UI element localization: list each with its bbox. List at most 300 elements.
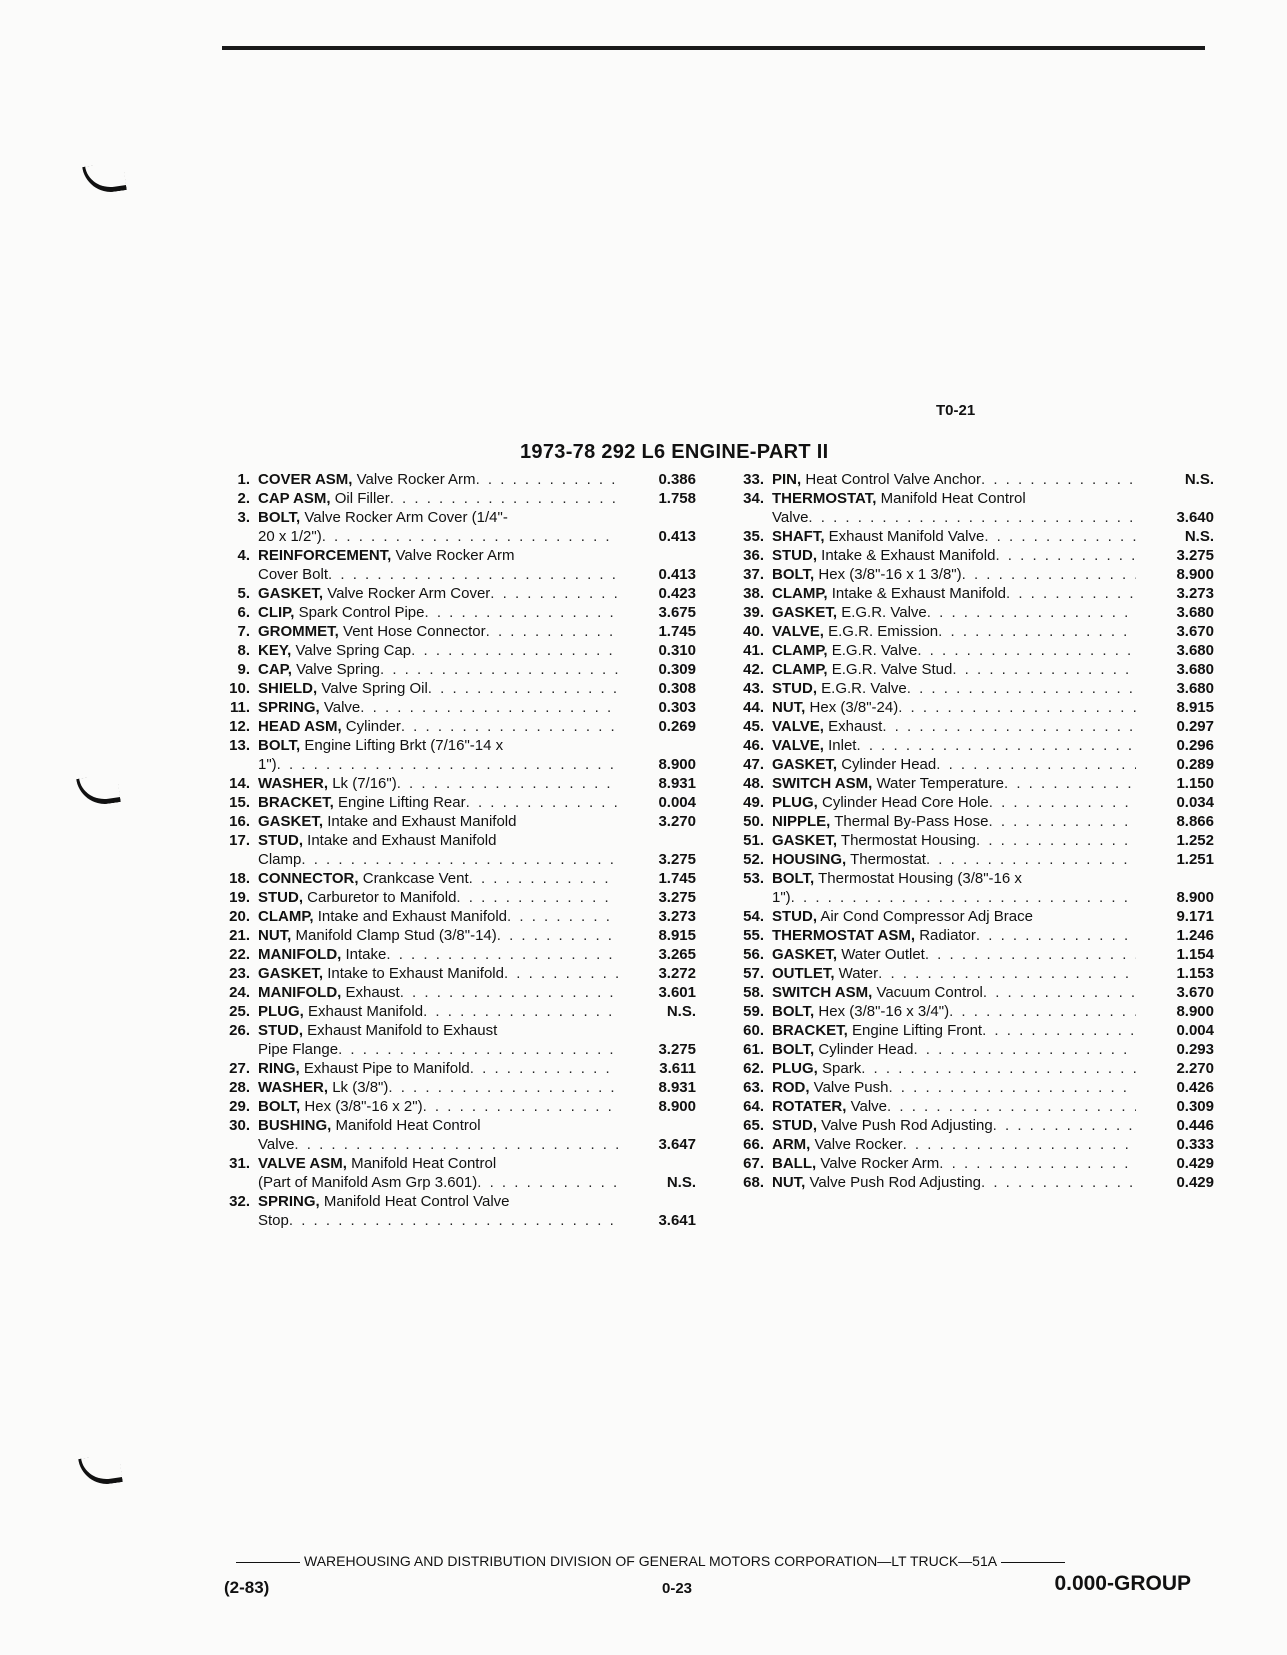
part-desc-text: Hex (3/8"-24) xyxy=(809,699,899,716)
parts-list-right-column xyxy=(730,470,1214,1192)
part-description xyxy=(772,717,1136,736)
leader-dots xyxy=(903,1135,1136,1154)
group-number-value: 0.308 xyxy=(658,680,696,697)
part-description xyxy=(258,1192,618,1230)
part-list-item xyxy=(216,793,696,812)
part-keyword: VALVE, xyxy=(772,718,824,735)
leader-dots xyxy=(898,698,1136,717)
part-number-index: 43. xyxy=(743,680,764,697)
group-number-value: 0.309 xyxy=(658,661,696,678)
leader-dots xyxy=(938,622,1136,641)
part-list-item xyxy=(730,755,1214,774)
part-number-index: 15. xyxy=(229,794,250,811)
part-desc-text: Valve Rocker Arm Cover (1/4"- xyxy=(304,509,508,526)
leader-dots xyxy=(939,1154,1136,1173)
part-list-item xyxy=(216,1116,696,1154)
leader-dots xyxy=(466,793,618,812)
part-list-item xyxy=(730,660,1214,679)
part-number-index: 14. xyxy=(229,775,250,792)
group-number-value: 0.413 xyxy=(658,566,696,583)
part-desc-text: Exhaust Manifold Valve xyxy=(828,528,985,545)
part-number-index: 49. xyxy=(743,794,764,811)
part-description xyxy=(772,964,1136,983)
part-description xyxy=(772,641,1136,660)
part-list-item xyxy=(216,546,696,584)
part-number-index: 48. xyxy=(743,775,764,792)
part-list-item xyxy=(216,1002,696,1021)
part-list-item xyxy=(216,603,696,622)
part-number-index: 51. xyxy=(743,832,764,849)
group-number-value: 0.296 xyxy=(1176,737,1214,754)
part-list-item xyxy=(730,774,1214,793)
part-list-item xyxy=(730,926,1214,945)
part-keyword: CLAMP, xyxy=(258,908,314,925)
group-number-value: 3.273 xyxy=(1176,585,1214,602)
part-keyword: PLUG, xyxy=(772,794,818,811)
part-number-index: 12. xyxy=(229,718,250,735)
part-number-index: 24. xyxy=(229,984,250,1001)
part-desc-text: Exhaust xyxy=(345,984,400,1001)
part-keyword: GROMMET, xyxy=(258,623,339,640)
group-number-value: 3.275 xyxy=(1176,547,1214,564)
group-number-value: 3.272 xyxy=(658,965,696,982)
leader-dots xyxy=(887,1097,1136,1116)
part-number-index: 42. xyxy=(743,661,764,678)
part-list-item xyxy=(730,945,1214,964)
part-description xyxy=(258,1059,618,1078)
part-desc-text: Valve Spring xyxy=(296,661,381,678)
part-desc-text: Hex (3/8"-16 x 1 3/8") xyxy=(818,566,962,583)
part-keyword: BRACKET, xyxy=(258,794,334,811)
leader-dots xyxy=(984,527,1136,546)
part-desc-text: Hex (3/8"-16 x 2") xyxy=(304,1098,423,1115)
part-desc-text: Thermostat Housing (3/8"-16 x xyxy=(818,870,1022,887)
part-description xyxy=(258,774,618,793)
part-description xyxy=(772,584,1136,603)
part-desc-text: Valve Spring Cap xyxy=(295,642,412,659)
group-number-value: 8.915 xyxy=(658,927,696,944)
part-list-item xyxy=(216,470,696,489)
part-number-index: 65. xyxy=(743,1117,764,1134)
part-list-item xyxy=(730,869,1214,907)
part-desc-text: Carburetor to Manifold xyxy=(307,889,457,906)
leader-dots xyxy=(456,888,618,907)
group-number-value: 1.758 xyxy=(658,490,696,507)
leader-dots xyxy=(390,489,618,508)
part-keyword: GASKET, xyxy=(258,813,324,830)
part-list-item xyxy=(730,546,1214,565)
leader-dots xyxy=(962,565,1136,584)
group-number-value: 0.289 xyxy=(1176,756,1214,773)
part-description xyxy=(258,888,618,907)
group-number-value: 0.333 xyxy=(1176,1136,1214,1153)
part-desc-text: Intake to Exhaust Manifold xyxy=(327,965,504,982)
part-keyword: HOUSING, xyxy=(772,851,847,868)
group-number-value: 0.413 xyxy=(658,528,696,545)
leader-dots xyxy=(791,888,1136,907)
group-number-value: 0.386 xyxy=(658,471,696,488)
part-description xyxy=(772,1059,1136,1078)
part-number-index: 10. xyxy=(229,680,250,697)
part-number-index: 35. xyxy=(743,528,764,545)
part-number-index: 59. xyxy=(743,1003,764,1020)
part-description xyxy=(772,926,1136,945)
part-list-item xyxy=(730,1135,1214,1154)
group-number-value: 3.275 xyxy=(658,851,696,868)
leader-dots xyxy=(856,736,1136,755)
part-description xyxy=(258,1116,618,1154)
group-number-value: 0.297 xyxy=(1176,718,1214,735)
part-desc-continuation: 1") xyxy=(258,756,277,773)
part-number-index: 31. xyxy=(229,1155,250,1172)
part-keyword: VALVE ASM, xyxy=(258,1155,347,1172)
part-list-item xyxy=(216,489,696,508)
part-desc-text: Exhaust Manifold to Exhaust xyxy=(307,1022,498,1039)
part-keyword: CLAMP, xyxy=(772,661,828,678)
part-keyword: GASKET, xyxy=(772,604,838,621)
part-list-item xyxy=(730,983,1214,1002)
part-keyword: SPRING, xyxy=(258,1193,320,1210)
part-number-index: 56. xyxy=(743,946,764,963)
leader-dots xyxy=(400,983,618,1002)
binder-hole-mark xyxy=(76,773,121,807)
leader-dots xyxy=(1006,584,1136,603)
part-description xyxy=(258,508,618,546)
group-number-value: 0.303 xyxy=(658,699,696,716)
part-description xyxy=(772,1154,1136,1173)
group-number-value: 8.931 xyxy=(658,1079,696,1096)
part-number-index: 53. xyxy=(743,870,764,887)
part-description xyxy=(772,546,1136,565)
part-keyword: VALVE, xyxy=(772,737,824,754)
part-desc-continuation: Pipe Flange xyxy=(258,1041,339,1058)
part-keyword: PLUG, xyxy=(772,1060,818,1077)
group-number-value: 3.601 xyxy=(658,984,696,1001)
part-number-index: 27. xyxy=(229,1060,250,1077)
part-list-item xyxy=(216,1059,696,1078)
part-list-item xyxy=(730,793,1214,812)
leader-dots xyxy=(993,1116,1136,1135)
leader-dots xyxy=(976,831,1136,850)
group-number-value: 8.900 xyxy=(1176,889,1214,906)
part-number-index: 61. xyxy=(743,1041,764,1058)
part-desc-text: Water xyxy=(838,965,879,982)
part-keyword: COVER ASM, xyxy=(258,471,353,488)
part-keyword: VALVE, xyxy=(772,623,824,640)
part-list-item xyxy=(730,641,1214,660)
part-list-item xyxy=(216,945,696,964)
part-number-index: 2. xyxy=(237,490,250,507)
footer-publisher-text: WAREHOUSING AND DISTRIBUTION DIVISION OF GENERAL MOTORS CORPORATION—LT TRUCK—51A xyxy=(304,1553,998,1569)
parts-list-left-column xyxy=(216,470,696,1230)
part-desc-text: Manifold Heat Control xyxy=(335,1117,481,1134)
part-desc-text: Air Cond Compressor Adj Brace xyxy=(820,908,1033,925)
part-desc-text: E.G.R. Valve xyxy=(841,604,927,621)
part-list-item xyxy=(216,1021,696,1059)
part-list-item xyxy=(216,1078,696,1097)
part-description xyxy=(772,812,1136,831)
leader-dots xyxy=(907,679,1136,698)
part-number-index: 22. xyxy=(229,946,250,963)
part-description xyxy=(258,945,618,964)
part-list-item xyxy=(730,907,1214,926)
footer-dash xyxy=(236,1562,300,1563)
part-keyword: BOLT, xyxy=(772,1003,815,1020)
leader-dots xyxy=(289,1211,618,1230)
part-keyword: GASKET, xyxy=(258,965,324,982)
part-list-item xyxy=(216,508,696,546)
part-keyword: STUD, xyxy=(258,889,303,906)
part-keyword: CLAMP, xyxy=(772,642,828,659)
part-desc-text: Valve Rocker Arm xyxy=(356,471,476,488)
part-description xyxy=(772,736,1136,755)
part-number-index: 55. xyxy=(743,927,764,944)
part-list-item xyxy=(730,1040,1214,1059)
group-number-value: 3.273 xyxy=(658,908,696,925)
part-list-item xyxy=(730,1173,1214,1192)
part-keyword: THERMOSTAT ASM, xyxy=(772,927,916,944)
part-list-item xyxy=(730,527,1214,546)
group-number-value: 8.915 xyxy=(1176,699,1214,716)
part-desc-continuation: Cover Bolt xyxy=(258,566,329,583)
part-desc-text: Lk (3/8") xyxy=(332,1079,389,1096)
part-desc-text: Valve Rocker Arm Cover xyxy=(327,585,491,602)
part-desc-text: Thermostat Housing xyxy=(840,832,976,849)
part-description xyxy=(258,736,618,774)
part-description xyxy=(258,964,618,983)
part-desc-text: Exhaust Pipe to Manifold xyxy=(303,1060,470,1077)
part-description xyxy=(258,1154,618,1192)
part-desc-text: Oil Filler xyxy=(334,490,390,507)
part-keyword: MANIFOLD, xyxy=(258,984,342,1001)
group-number-value: 0.004 xyxy=(658,794,696,811)
part-description xyxy=(772,470,1136,489)
part-keyword: PLUG, xyxy=(258,1003,304,1020)
part-description xyxy=(258,470,618,489)
leader-dots xyxy=(486,622,618,641)
part-keyword: STUD, xyxy=(258,1022,303,1039)
part-desc-text: Water Temperature xyxy=(876,775,1005,792)
part-list-item xyxy=(730,489,1214,527)
part-description xyxy=(772,850,1136,869)
part-desc-text: Cylinder Head xyxy=(841,756,937,773)
leader-dots xyxy=(470,1059,618,1078)
part-desc-text: Thermal By-Pass Hose xyxy=(834,813,989,830)
part-description xyxy=(258,660,618,679)
part-number-index: 28. xyxy=(229,1079,250,1096)
leader-dots xyxy=(294,1135,618,1154)
part-description xyxy=(772,1002,1136,1021)
part-keyword: GASKET, xyxy=(772,832,838,849)
part-number-index: 64. xyxy=(743,1098,764,1115)
part-list-item xyxy=(216,584,696,603)
part-desc-text: Valve Push Rod Adjusting xyxy=(809,1174,982,1191)
part-desc-text: Valve xyxy=(850,1098,888,1115)
part-keyword: ROD, xyxy=(772,1079,810,1096)
part-list-item xyxy=(216,736,696,774)
leader-dots xyxy=(995,546,1136,565)
part-list-item xyxy=(730,565,1214,584)
part-desc-text: Heat Control Valve Anchor xyxy=(805,471,982,488)
part-desc-text: Spark Control Pipe xyxy=(298,604,425,621)
group-number-value: 3.640 xyxy=(1176,509,1214,526)
group-number-value: 3.270 xyxy=(658,813,696,830)
part-description xyxy=(258,1078,618,1097)
leader-dots xyxy=(322,527,618,546)
part-keyword: RING, xyxy=(258,1060,300,1077)
part-desc-text: Engine Lifting Rear xyxy=(338,794,466,811)
part-description xyxy=(772,1097,1136,1116)
part-list-item xyxy=(730,812,1214,831)
leader-dots xyxy=(981,1173,1136,1192)
leader-dots xyxy=(497,926,618,945)
part-description xyxy=(772,622,1136,641)
part-desc-text: E.G.R. Emission xyxy=(828,623,939,640)
leader-dots xyxy=(507,907,618,926)
group-number-value: 0.309 xyxy=(1176,1098,1214,1115)
part-number-index: 62. xyxy=(743,1060,764,1077)
part-keyword: ARM, xyxy=(772,1136,811,1153)
leader-dots xyxy=(927,603,1136,622)
part-desc-continuation: 20 x 1/2") xyxy=(258,528,322,545)
part-desc-continuation: (Part of Manifold Asm Grp 3.601) xyxy=(258,1174,478,1191)
part-number-index: 18. xyxy=(229,870,250,887)
part-keyword: CAP ASM, xyxy=(258,490,331,507)
part-number-index: 8. xyxy=(237,642,250,659)
part-desc-text: Engine Lifting Brkt (7/16"-14 x xyxy=(304,737,504,754)
part-description xyxy=(258,641,618,660)
group-number-value: 9.171 xyxy=(1176,908,1214,925)
part-desc-text: Valve Push Rod Adjusting xyxy=(821,1117,993,1134)
part-list-item xyxy=(730,1059,1214,1078)
leader-dots xyxy=(411,641,618,660)
part-description xyxy=(258,983,618,1002)
part-number-index: 66. xyxy=(743,1136,764,1153)
group-number-value: 8.900 xyxy=(658,1098,696,1115)
leader-dots xyxy=(277,755,618,774)
part-number-index: 30. xyxy=(229,1117,250,1134)
leader-dots xyxy=(988,812,1136,831)
leader-dots xyxy=(808,508,1136,527)
part-number-index: 25. xyxy=(229,1003,250,1020)
part-number-index: 38. xyxy=(743,585,764,602)
group-number-value: 3.680 xyxy=(1176,604,1214,621)
group-number-value: N.S. xyxy=(1184,471,1214,488)
group-number-value: 1.246 xyxy=(1176,927,1214,944)
part-desc-text: Intake and Exhaust Manifold xyxy=(307,832,497,849)
part-keyword: REINFORCEMENT, xyxy=(258,547,392,564)
part-number-index: 58. xyxy=(743,984,764,1001)
part-desc-text: Manifold Heat Control Valve xyxy=(323,1193,510,1210)
group-number-value: 0.004 xyxy=(1176,1022,1214,1039)
part-keyword: HEAD ASM, xyxy=(258,718,342,735)
revision-date: (2-83) xyxy=(224,1578,270,1597)
leader-dots xyxy=(976,926,1136,945)
leader-dots xyxy=(469,869,618,888)
part-number-index: 26. xyxy=(229,1022,250,1039)
group-number-value: 8.900 xyxy=(1176,566,1214,583)
leader-dots xyxy=(925,945,1136,964)
part-number-index: 4. xyxy=(237,547,250,564)
part-list-item xyxy=(216,660,696,679)
part-list-item xyxy=(730,1116,1214,1135)
leader-dots xyxy=(861,1059,1136,1078)
part-number-index: 47. xyxy=(743,756,764,773)
group-number-value: 8.900 xyxy=(658,756,696,773)
part-desc-text: Radiator xyxy=(919,927,976,944)
leader-dots xyxy=(423,1002,618,1021)
part-keyword: CLIP, xyxy=(258,604,295,621)
group-number-value: 2.270 xyxy=(1176,1060,1214,1077)
group-number-value: 3.680 xyxy=(1176,661,1214,678)
part-list-item xyxy=(216,926,696,945)
part-description xyxy=(772,907,1136,926)
part-description xyxy=(772,755,1136,774)
part-number-index: 36. xyxy=(743,547,764,564)
leader-dots xyxy=(423,1097,618,1116)
group-number-value: 0.429 xyxy=(1176,1155,1214,1172)
part-keyword: BOLT, xyxy=(258,1098,301,1115)
part-description xyxy=(258,622,618,641)
part-number-index: 17. xyxy=(229,832,250,849)
group-number-value: 3.680 xyxy=(1176,642,1214,659)
part-keyword: BALL, xyxy=(772,1155,817,1172)
part-list-item xyxy=(730,1097,1214,1116)
part-list-item xyxy=(730,1002,1214,1021)
part-keyword: THERMOSTAT, xyxy=(772,490,877,507)
group-number: 0.000-GROUP xyxy=(1054,1572,1191,1595)
group-number-value: 3.675 xyxy=(658,604,696,621)
leader-dots xyxy=(1004,774,1136,793)
part-number-index: 52. xyxy=(743,851,764,868)
part-list-item xyxy=(216,907,696,926)
group-number-value: 0.446 xyxy=(1176,1117,1214,1134)
part-keyword: BOLT, xyxy=(258,509,301,526)
part-description xyxy=(258,907,618,926)
part-description xyxy=(772,603,1136,622)
part-description xyxy=(258,717,618,736)
part-description xyxy=(772,869,1136,907)
part-description xyxy=(258,926,618,945)
group-number-value: 1.154 xyxy=(1176,946,1214,963)
part-keyword: STUD, xyxy=(772,680,817,697)
group-number-value: 0.429 xyxy=(1176,1174,1214,1191)
leader-dots xyxy=(983,983,1136,1002)
group-number-value: 0.269 xyxy=(658,718,696,735)
part-list-item xyxy=(730,717,1214,736)
part-desc-text: Valve Rocker Arm xyxy=(820,1155,940,1172)
part-desc-text: Water Outlet xyxy=(841,946,925,963)
part-list-item xyxy=(216,812,696,831)
group-number-value: 3.275 xyxy=(658,1041,696,1058)
part-number-index: 63. xyxy=(743,1079,764,1096)
part-description xyxy=(772,831,1136,850)
part-keyword: CAP, xyxy=(258,661,292,678)
part-description xyxy=(772,793,1136,812)
leader-dots xyxy=(328,565,618,584)
page-number: 0-23 xyxy=(662,1580,693,1597)
part-desc-text: Manifold Heat Control xyxy=(351,1155,497,1172)
part-description xyxy=(772,565,1136,584)
group-number-value: 1.150 xyxy=(1176,775,1214,792)
binder-hole-mark xyxy=(82,161,127,195)
part-desc-text: Intake and Exhaust Manifold xyxy=(317,908,508,925)
group-number-value: 8.931 xyxy=(658,775,696,792)
part-description xyxy=(772,1116,1136,1135)
part-desc-text: Manifold Heat Control xyxy=(880,490,1026,507)
group-number-value: 8.900 xyxy=(1176,1003,1214,1020)
part-description xyxy=(258,1097,618,1116)
